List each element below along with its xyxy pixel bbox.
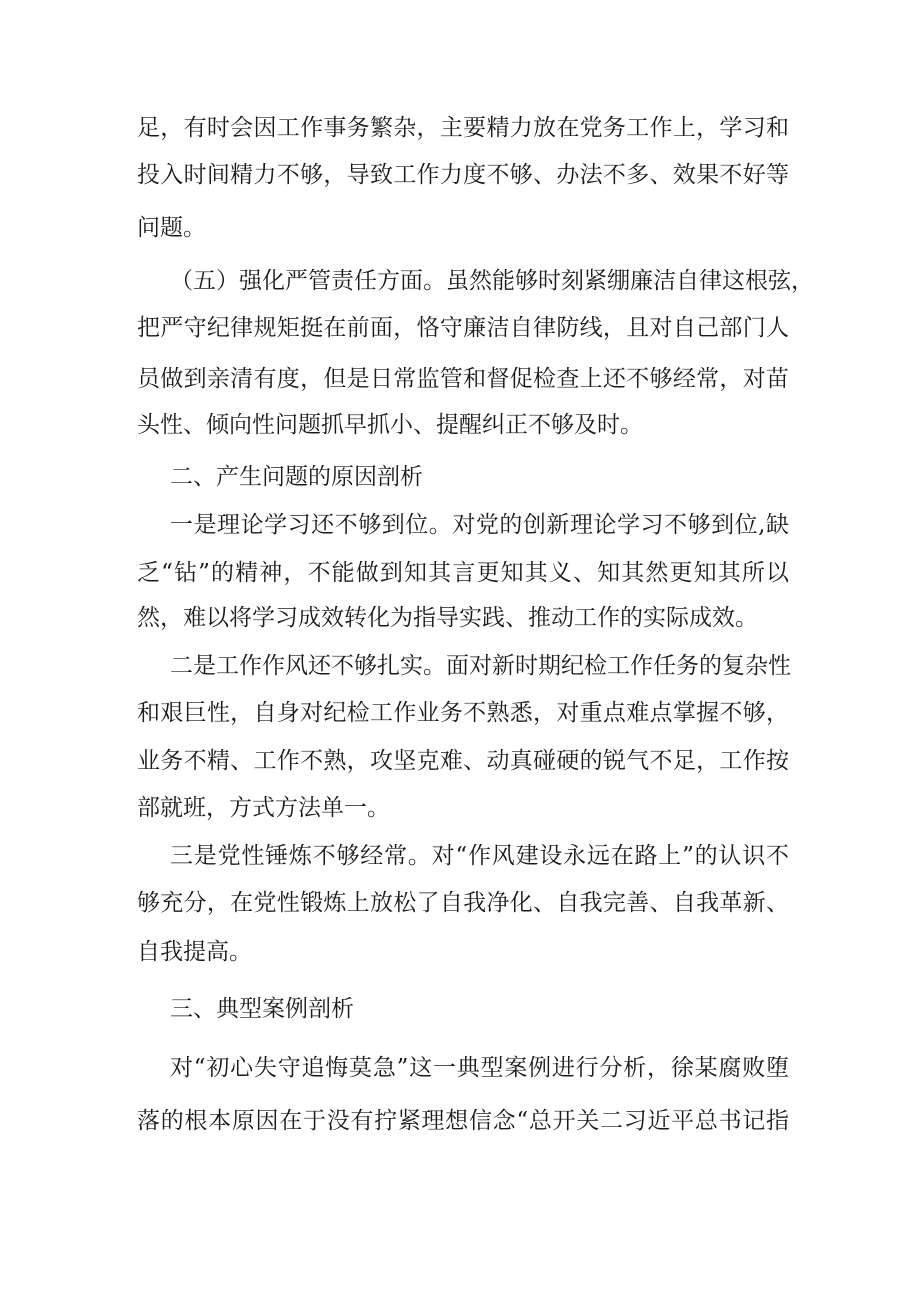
- paragraph-line: 部就班，方式方法单一。: [137, 795, 390, 821]
- section-heading: 二、产生问题的原因剖析: [170, 464, 423, 490]
- section-heading: 三、典型案例剖析: [170, 996, 354, 1022]
- paragraph-line: 二是工作作风还不够扎实。面对新时期纪检工作任务的复杂性: [170, 653, 791, 679]
- paragraph-line: 头性、倾向性问题抓早抓小、提醒纠正不够及时。: [137, 412, 643, 438]
- paragraph-line: 够充分，在党性锻炼上放松了自我净化、自我完善、自我革新、: [137, 890, 789, 916]
- paragraph-line: 然，难以将学习成效转化为指导实践、推动工作的实际成效。: [137, 605, 758, 631]
- paragraph-line: 投入时间精力不够，导致工作力度不够、办法不多、效果不好等: [137, 162, 789, 188]
- paragraph-line: 对“初心失守追悔莫急”这一典型案例进行分析，徐某腐败堕: [170, 1055, 789, 1081]
- paragraph-line: 一是理论学习还不够到位。对党的创新理论学习不够到位,缺: [170, 512, 789, 538]
- paragraph-line: 把严守纪律规矩挺在前面，恪守廉洁自律防线，且对自己部门人: [137, 315, 789, 341]
- paragraph-line: 乏“钻”的精神，不能做到知其言更知其义、知其然更知其所以: [137, 560, 789, 586]
- paragraph-line: 三是党性锤炼不够经常。对“作风建设永远在路上”的认识不: [170, 843, 789, 869]
- paragraph-line: 问题。: [137, 215, 206, 241]
- paragraph-line: （五）强化严管责任方面。虽然能够时刻紧绷廉洁自律这根弦，: [170, 268, 814, 294]
- paragraph-line: 员做到亲清有度，但是日常监管和督促检查上还不够经常，对苗: [137, 366, 789, 392]
- paragraph-line: 和艰巨性，自身对纪检工作业务不熟悉，对重点难点掌握不够，: [137, 700, 789, 726]
- paragraph-line: 自我提高。: [137, 939, 252, 965]
- paragraph-line: 足，有时会因工作事务繁杂，主要精力放在党务工作上，学习和: [137, 115, 789, 141]
- paragraph-line: 业务不精、工作不熟，攻坚克难、动真碰硬的锐气不足，工作按: [137, 748, 789, 774]
- paragraph-line: 落的根本原因在于没有拧紧理想信念“总开关二习近平总书记指: [137, 1108, 789, 1134]
